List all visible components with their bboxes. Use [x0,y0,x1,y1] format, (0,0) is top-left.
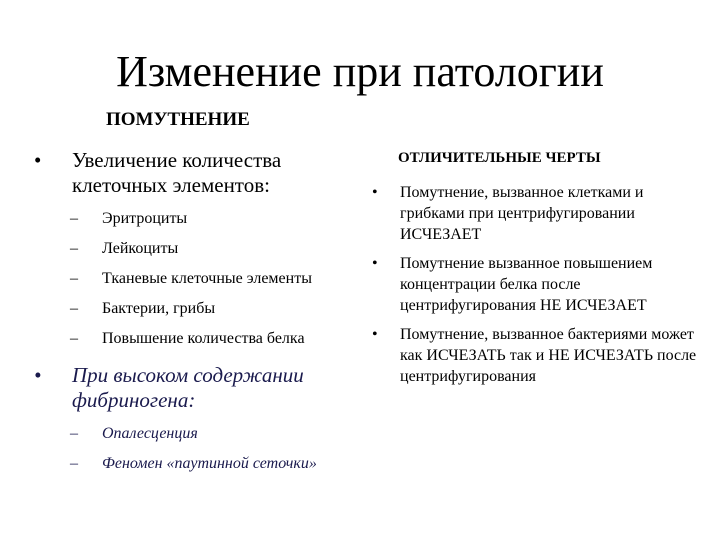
sub-list-item [70,453,352,474]
sub-list-item [70,328,352,349]
list-item-text: Помутнение, вызванное бактериями может как ИСЧЕЗАТЬ так и НЕ ИСЧЕЗАТЬ после центрифугирования [400,326,697,385]
sub-list-item [70,208,352,229]
bullet-icon: • [34,148,42,172]
bullet-icon: • [372,326,378,343]
sub-list-item [70,423,352,444]
bullet-icon: • [372,184,378,201]
sub-list-item [70,298,352,319]
sub-item-text: Эритроциты [102,210,188,227]
list-item-text: При высоком содержании фибриногена: [72,363,304,412]
section-subtitle: ПОМУТНЕНИЕ [106,109,250,130]
right-bullet-list [370,182,700,387]
sub-item-text: Лейкоциты [102,240,179,257]
list-item [370,324,700,387]
distinctive-features-heading: ОТЛИЧИТЕЛЬНЫЕ ЧЕРТЫ [398,150,601,166]
sub-item-text: Бактерии, грибы [102,300,216,317]
bullet-icon: • [34,363,42,387]
dash-icon: – [70,455,78,472]
sub-item-text: Опалесценция [102,425,198,442]
sub-list-item [70,268,352,289]
list-item-text: Помутнение, вызванное клетками и грибками при центрифугировании ИСЧЕЗАЕТ [400,184,644,243]
list-item [370,253,700,316]
dash-icon: – [70,270,78,287]
left-column [32,148,352,483]
sub-list [32,208,352,349]
sub-item-text: Тканевые клеточные элементы [102,270,312,287]
bullet-icon: • [372,255,378,272]
list-item-text: Увеличение количества клеточных элементов: [72,148,282,197]
list-item-text: Помутнение вызванное повышением концентрации белка после центрифугирования НЕ ИСЧЕЗАЕТ [400,255,653,314]
sub-list-item [70,238,352,259]
dash-icon: – [70,330,78,347]
list-item [370,182,700,245]
dash-icon: – [70,425,78,442]
list-item-cell-elements [32,148,352,349]
dash-icon: – [70,210,78,227]
right-column [370,148,700,395]
sub-list [32,423,352,474]
dash-icon: – [70,300,78,317]
slide-title: Изменение при патологии [116,47,604,96]
dash-icon: – [70,240,78,257]
sub-item-text: Повышение количества белка [102,330,305,347]
left-bullet-list [32,148,352,474]
sub-item-text: Феномен «паутинной сеточки» [102,455,317,472]
list-item-fibrinogen [32,363,352,474]
